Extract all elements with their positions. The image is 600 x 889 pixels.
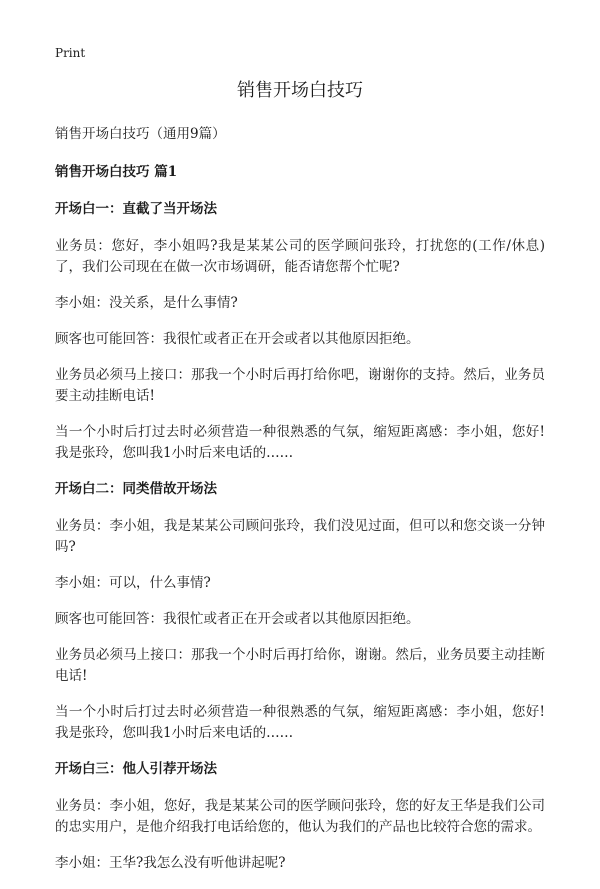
paragraph: 业务员必须马上接口：那我一个小时后再打给你，谢谢。然后，业务员要主动挂断电话! [55,647,545,684]
paragraph: 当一个小时后打过去时必须营造一种很熟悉的气氛，缩短距离感：李小姐，您好!我是张玲，您叫我1小时后来电话的…… [55,424,545,461]
section-heading: 开场白三：他人引荐开场法 [55,761,217,777]
print-link[interactable]: Print [55,46,86,60]
paragraph: 业务员：您好，李小姐吗?我是某某公司的医学顾问张玲，打扰您的(工作/休息)了，我们公司现在在做一次市场调研，能否请您帮个忙呢? [55,238,545,275]
paragraph: 李小姐：可以，什么事情? [55,575,211,591]
section-heading: 开场白一：直截了当开场法 [55,201,217,217]
paragraph: 李小姐：王华?我怎么没有听他讲起呢? [55,855,286,871]
paragraph: 业务员：李小姐，我是某某公司顾问张玲，我们没见过面，但可以和您交谈一分钟吗? [55,518,545,555]
article-heading: 销售开场白技巧 篇1 [55,164,178,180]
document-body [55,78,545,889]
page-title: 销售开场白技巧 [237,80,363,101]
paragraph: 业务员必须马上接口：那我一个小时后再打给你吧，谢谢你的支持。然后，业务员要主动挂断电话! [55,367,545,404]
paragraph: 顾客也可能回答：我很忙或者正在开会或者以其他原因拒绝。 [55,611,420,627]
paragraph: 业务员：李小姐，您好，我是某某公司的医学顾问张玲，您的好友王华是我们公司的忠实用户，是他介绍我打电话给您的，他认为我们的产品也比较符合您的需求。 [55,798,545,835]
section-heading: 开场白二：同类借故开场法 [55,481,217,497]
paragraph: 顾客也可能回答：我很忙或者正在开会或者以其他原因拒绝。 [55,331,420,347]
paragraph: 当一个小时后打过去时必须营造一种很熟悉的气氛，缩短距离感：李小姐，您好!我是张玲，您叫我1小时后来电话的…… [55,704,545,741]
document-subtitle: 销售开场白技巧（通用9篇） [55,126,226,142]
paragraph: 李小姐：没关系，是什么事情? [55,295,238,311]
